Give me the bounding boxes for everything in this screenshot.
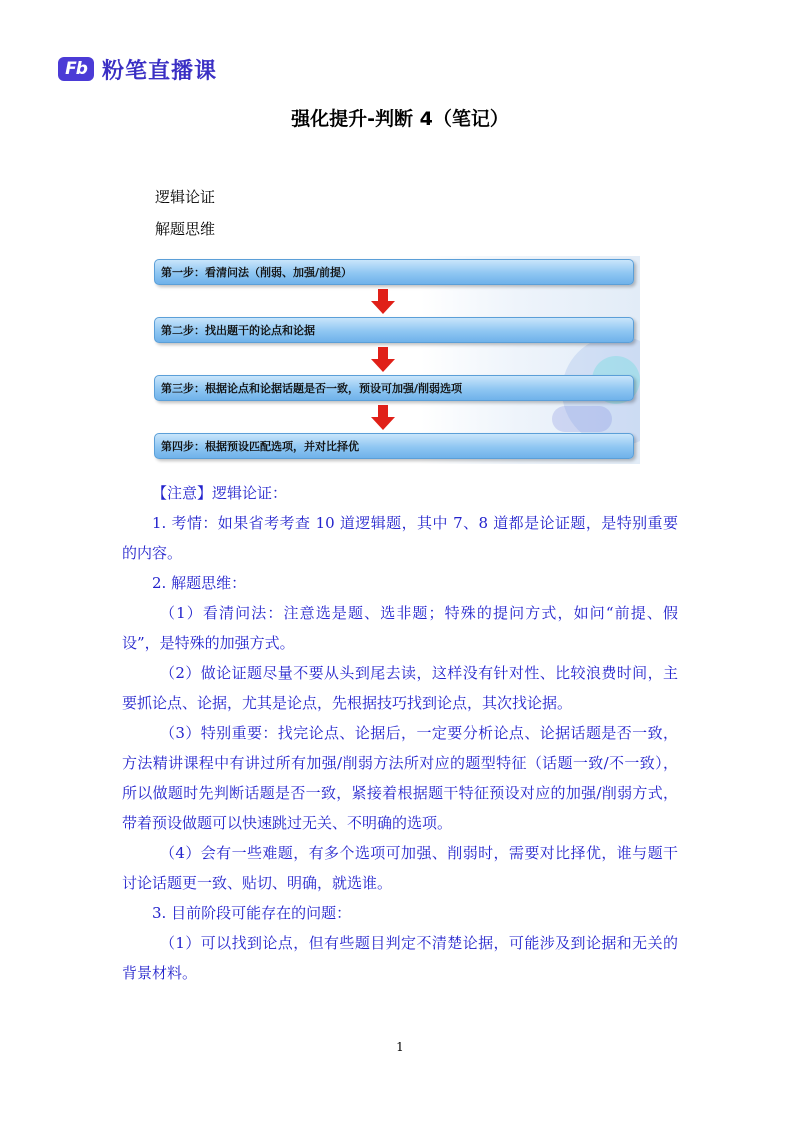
notes-body [122,478,678,988]
flow-step-3: 第三步：根据论点和论据话题是否一致，预设可加强/削弱选项 [154,375,634,401]
note-heading: 【注意】逻辑论证： [152,484,288,502]
note-paragraph: （4）会有一些难题，有多个选项可加强、削弱时，需要对比择优，谁与题干讨论话题更一致、贴切、明确，就选谁。 [122,844,678,892]
down-arrow-icon [370,405,396,431]
note-paragraph: （1）看清问法：注意选是题、选非题；特殊的提问方式，如问“前提、假设”，是特殊的加强方式。 [122,604,678,652]
page-title: 强化提升-判断 4（笔记） [291,108,509,130]
flow-step-1: 第一步：看清问法（削弱、加强/前提） [154,259,634,285]
note-paragraph: （3）特别重要：找完论点、论据后，一定要分析论点、论据话题是否一致，方法精讲课程中有讲过所有加强/削弱方法所对应的题型特征（话题一致/不一致），所以做题时先判断话题是否一致，紧接着根据题干特征预设对应的加强/削弱方式，带着预设做题可以快速跳过无关、不明确的选项。 [122,724,678,832]
logo-text: 粉笔直播课 [102,58,218,84]
section-heading-logic: 逻辑论证 [155,188,216,206]
flow-step-2: 第二步：找出题干的论点和论据 [154,317,634,343]
section-heading-method: 解题思维 [155,220,216,238]
logo-mark: Fb [58,57,94,81]
decorative-shape [552,406,612,432]
brand-logo [58,54,217,84]
note-paragraph: 3. 目前阶段可能存在的问题： [152,904,352,922]
flowchart-image [152,256,640,464]
down-arrow-icon [370,289,396,315]
note-paragraph: 1. 考情：如果省考考查 10 道逻辑题，其中 7、8 道都是论证题，是特别重要的内容。 [122,514,678,562]
page-number: 1 [396,1040,404,1054]
note-paragraph: （2）做论证题尽量不要从头到尾去读，这样没有针对性、比较浪费时间，主要抓论点、论据，尤其是论点，先根据技巧找到论点，其次找论据。 [122,664,678,712]
note-paragraph: （1）可以找到论点，但有些题目判定不清楚论据，可能涉及到论据和无关的背景材料。 [122,934,678,982]
flow-step-4: 第四步：根据预设匹配选项，并对比择优 [154,433,634,459]
down-arrow-icon [370,347,396,373]
note-paragraph: 2. 解题思维： [152,574,247,592]
